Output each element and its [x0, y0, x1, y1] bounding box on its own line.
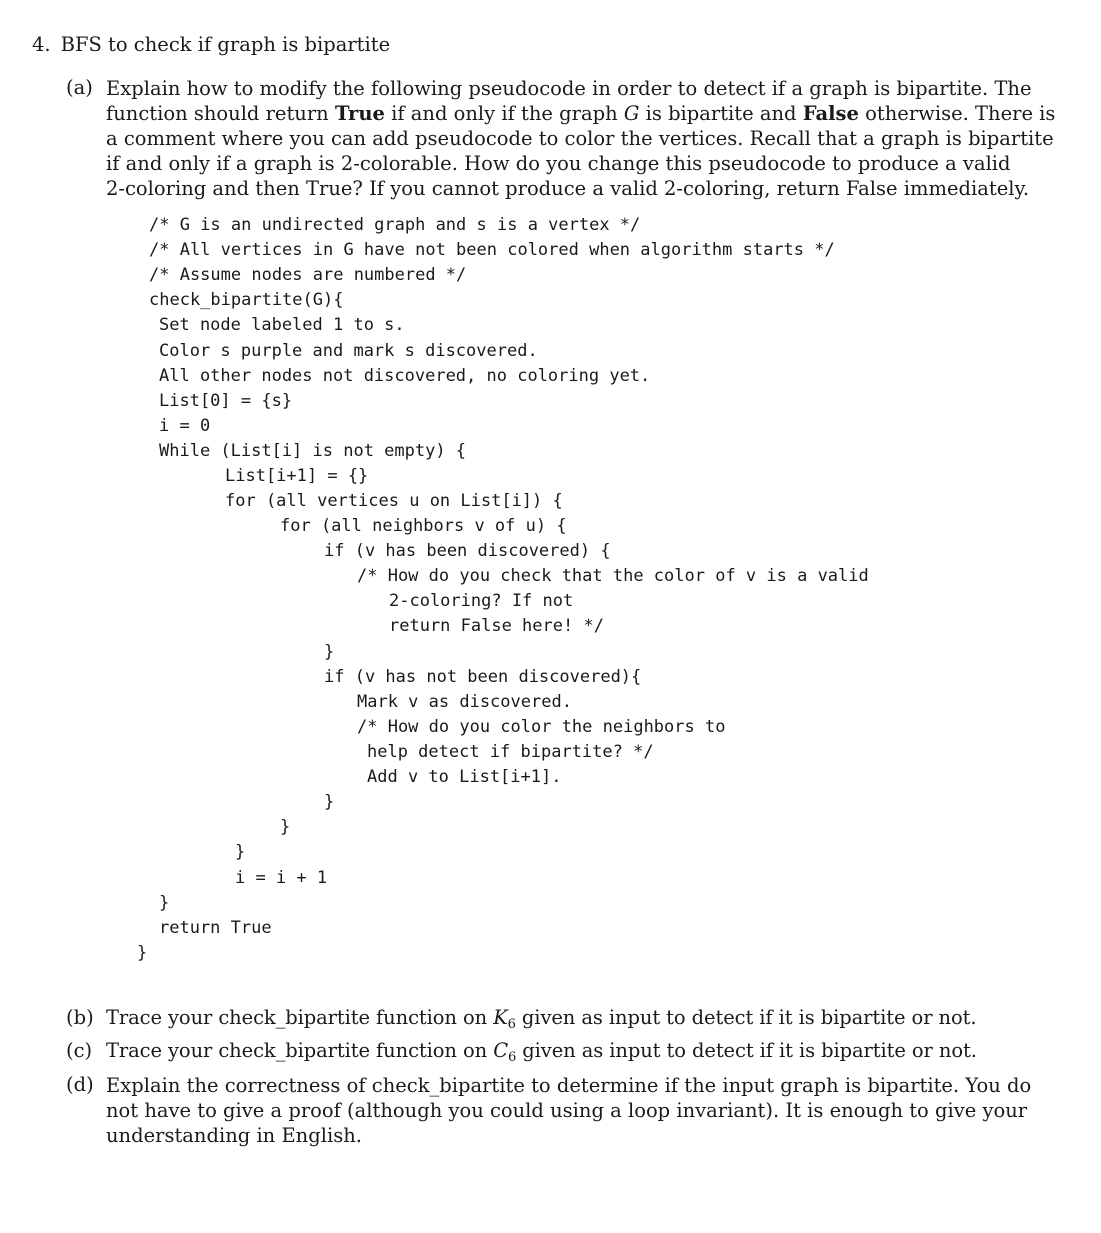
c6-symbol: $C_6$	[493, 1039, 517, 1065]
k6-symbol: $K_6$	[493, 1006, 516, 1032]
code-line: Mark v as discovered.	[357, 692, 572, 712]
part-d-text	[106, 1073, 1032, 1148]
part-a-line: a comment where you can add pseudocode to color the vertices. Recall that a graph is bipartite	[106, 127, 1054, 150]
code-line: for (all neighbors v of u) {	[280, 516, 567, 536]
problem-title: BFS to check if graph is bipartite	[60, 33, 391, 56]
code-line: return False here! */	[389, 616, 604, 636]
problem-heading	[32, 33, 390, 56]
code-line: }	[280, 817, 291, 837]
part-d-line: not have to give a proof (although you could using a loop invariant). It is enough to give your	[106, 1099, 1028, 1122]
code-line: if (v has been discovered) {	[324, 541, 611, 561]
code-line: Set node labeled 1 to s.	[159, 315, 405, 335]
part-d-line: understanding in English.	[106, 1124, 362, 1147]
code-line: Add v to List[i+1].	[367, 767, 562, 787]
code-line: List[i+1] = {}	[225, 466, 369, 486]
code-line: }	[159, 893, 170, 913]
part-a-line: 2-coloring and then True? If you cannot produce a valid 2-coloring, return False immediately.	[106, 177, 1030, 200]
problem-number: 4.	[32, 33, 51, 56]
code-line: All other nodes not discovered, no coloring yet.	[159, 366, 651, 386]
code-line: if (v has not been discovered){	[324, 667, 642, 687]
code-line: /* Assume nodes are numbered */	[149, 265, 467, 285]
part-a-line: Explain how to modify the following pseudocode in order to detect if a graph is bipartite. The	[106, 77, 1032, 100]
code-line: }	[324, 792, 335, 812]
part-a-text	[106, 76, 1056, 201]
part-a-line: function should return True if and only if the graph G is bipartite and False otherwise. There is	[106, 102, 1056, 125]
part-b-label: (b)	[66, 1006, 94, 1029]
code-line: /* How do you color the neighbors to	[357, 717, 726, 737]
part-c-text: Trace your check_bipartite function on $C_6$ given as input to detect if it is bipartite or not.	[106, 1039, 977, 1065]
graph-symbol: G	[623, 102, 640, 125]
code-line: }	[324, 642, 335, 662]
code-line: While (List[i] is not empty) {	[159, 441, 467, 461]
code-line: 2-coloring? If not	[389, 591, 574, 611]
code-line: }	[137, 943, 148, 963]
code-line: i = i + 1	[235, 868, 328, 888]
part-a-label: (a)	[66, 76, 93, 99]
false-keyword: False	[802, 102, 859, 125]
code-line: /* All vertices in G have not been colored when algorithm starts */	[149, 240, 835, 260]
part-a-line: if and only if a graph is 2-colorable. How do you change this pseudocode to produce a valid	[106, 152, 1011, 175]
code-line: help detect if bipartite? */	[367, 742, 654, 762]
part-b-text: Trace your check_bipartite function on $K_6$ given as input to detect if it is bipartite or not.	[106, 1006, 977, 1032]
true-keyword: True	[334, 102, 385, 125]
code-line: for (all vertices u on List[i]) {	[225, 491, 563, 511]
code-line: /* How do you check that the color of v is a valid	[357, 566, 869, 586]
code-line: i = 0	[159, 416, 211, 436]
code-line: check_bipartite(G){	[149, 290, 344, 310]
code-line: }	[235, 842, 246, 862]
code-line: return True	[159, 918, 272, 938]
part-c-label: (c)	[66, 1039, 93, 1062]
code-line: /* G is an undirected graph and s is a vertex */	[149, 215, 641, 235]
part-d-label: (d)	[66, 1073, 94, 1096]
code-line: Color s purple and mark s discovered.	[159, 341, 538, 361]
part-d-line: Explain the correctness of check_bipartite to determine if the input graph is bipartite. You do	[106, 1074, 1032, 1097]
code-line: List[0] = {s}	[159, 391, 293, 411]
